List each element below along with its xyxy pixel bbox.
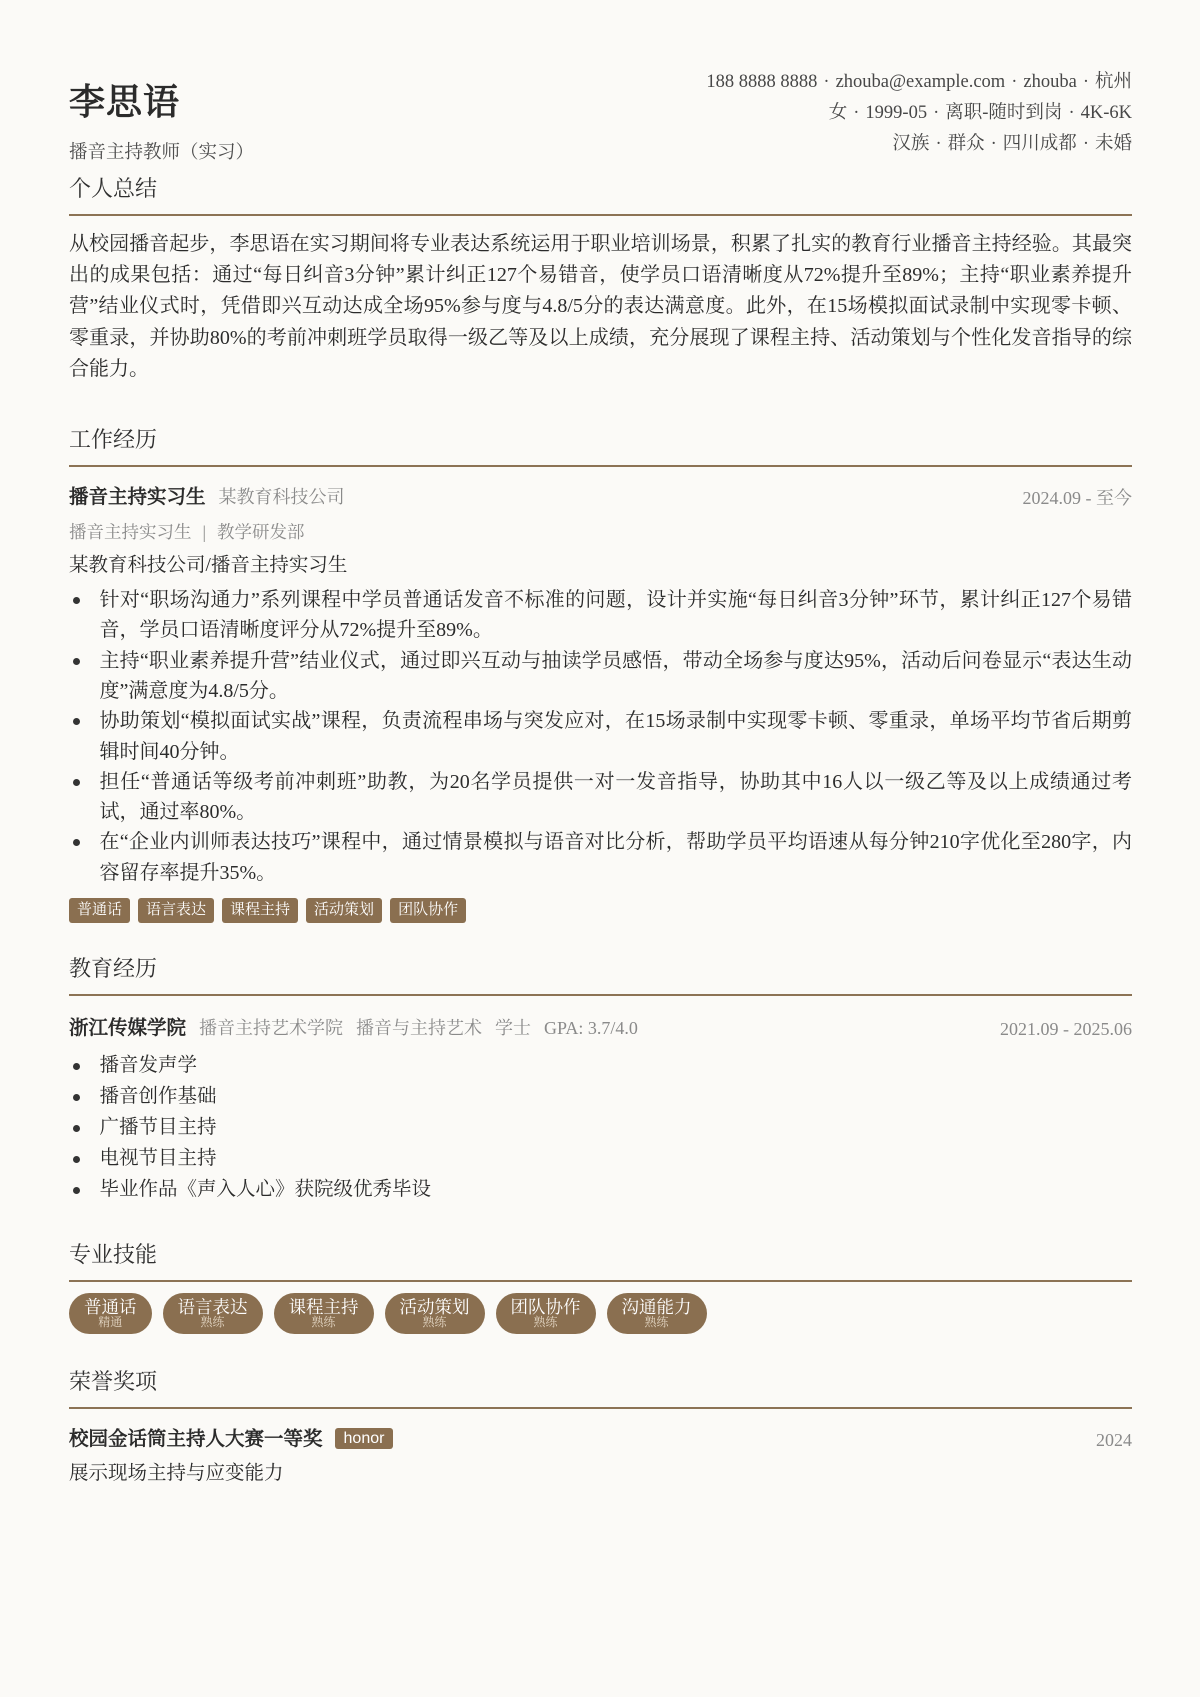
college-name: 播音主持艺术学院 [199, 1017, 344, 1038]
resume-header [69, 67, 1132, 167]
list-item: 担任“普通话等级考前冲刺班”助教，为20名学员提供一对一发音指导，协助其中16人以一级乙等及以上成绩通过考试，通过率80%。 [69, 767, 1132, 828]
marital-status: 未婚 [1094, 134, 1132, 154]
separator: · [1068, 103, 1075, 123]
award-entry-header [69, 1425, 1132, 1456]
work-entry-meta [69, 517, 1132, 547]
work-experience-section [69, 425, 1132, 923]
username: zhouba [1023, 72, 1077, 92]
phone-number: 188 8888 8888 [706, 72, 818, 92]
section-heading-education: 教育经历 [69, 954, 1132, 996]
summary-text: 从校园播音起步，李思语在实习期间将专业表达系统运用于职业培训场景，积累了扎实的教育行业播音主持经验。其最突出的成果包括：通过“每日纠音3分钟”累计纠正127个易错音，使学员口语清晰度从72%提升至89%；主持“职业素养提升营”结业仪式时，凭借即兴互动达成全场95%参与度与4.8/5分的表达满意度。此外，在15场模拟面试录制中实现零卡顿、零重录，并协助80%的考前冲刺班学员取得一级乙等及以上成绩，充分展现了课程主持、活动策划与个性化发音指导的综合能力。 [69, 232, 1132, 381]
separator: · [990, 134, 997, 154]
skill-level: 熟练 [644, 1315, 669, 1330]
skill-pill [607, 1293, 707, 1334]
skill-pill [274, 1293, 374, 1334]
list-item: 主持“职业素养提升营”结业仪式，通过即兴互动与抽读学员感悟，带动全场参与度达95%，活动后问卷显示“表达生动度”满意度为4.8/5分。 [69, 646, 1132, 707]
separator: · [1011, 72, 1018, 92]
section-heading-summary: 个人总结 [69, 174, 1132, 216]
skill-tag: 普通话 [69, 898, 130, 923]
email-address: zhouba@example.com [835, 72, 1006, 92]
list-item: 针对“职场沟通力”系列课程中学员普通话发音不标准的问题，设计并实施“每日纠音3分钟”环节，累计纠正127个易错音，学员口语清晰度评分从72%提升至89%。 [69, 585, 1132, 646]
list-item: 协助策划“模拟面试实战”课程，负责流程串场与突发应对，在15场录制中实现零卡顿、零重录，单场平均节省后期剪辑时间40分钟。 [69, 706, 1132, 767]
city: 杭州 [1094, 72, 1132, 92]
skill-name: 普通话 [84, 1297, 137, 1318]
skill-pill [496, 1293, 596, 1334]
list-item: 电视节目主持 [69, 1144, 1132, 1175]
section-heading-skills: 专业技能 [69, 1240, 1132, 1282]
list-item: 在“企业内训师表达技巧”课程中，通过情景模拟与语音对比分析，帮助学员平均语速从每分钟210字优化至280字，内容留存率提升35%。 [69, 827, 1132, 888]
skill-pill [163, 1293, 263, 1334]
award-description: 展示现场主持与应变能力 [69, 1463, 284, 1485]
skill-name: 团队协作 [510, 1297, 581, 1318]
skill-tag: 活动策划 [306, 898, 382, 923]
education-entry-header [69, 1013, 1132, 1045]
gpa: GPA: 3.7/4.0 [544, 1017, 638, 1038]
skill-pill [385, 1293, 485, 1334]
contact-line-background [706, 129, 1132, 160]
skill-pill-list [69, 1293, 1132, 1334]
separator: · [1082, 72, 1089, 92]
award-title: 校园金话筒主持人大赛一等奖 [69, 1428, 323, 1450]
skill-level: 精通 [98, 1315, 123, 1330]
work-entry-subtitle: 某教育科技公司/播音主持实习生 [69, 555, 348, 577]
education-date-range: 2021.09 - 2025.06 [1000, 1018, 1132, 1039]
separator: · [935, 134, 942, 154]
skill-level: 熟练 [311, 1315, 336, 1330]
skill-level: 熟练 [422, 1315, 447, 1330]
job-date-range: 2024.09 - 至今 [1022, 488, 1132, 509]
award-entry-title [69, 1425, 393, 1456]
work-tags [69, 898, 1132, 923]
contact-line-primary [706, 67, 1132, 98]
separator: · [823, 72, 830, 92]
contact-line-personal [706, 98, 1132, 129]
summary-section [69, 174, 1132, 386]
job-role: 播音主持实习生 [69, 487, 206, 509]
education-entry [69, 1013, 1132, 1206]
skill-name: 课程主持 [288, 1297, 359, 1318]
school-name: 浙江传媒学院 [69, 1017, 187, 1039]
award-entry [69, 1425, 1132, 1490]
gender: 女 [828, 103, 848, 123]
birth-date: 1999-05 [865, 103, 928, 123]
award-date: 2024 [1096, 1430, 1132, 1451]
separator: · [1082, 134, 1089, 154]
work-achievements [69, 585, 1132, 888]
political-status: 群众 [947, 134, 985, 154]
meta-divider: | [202, 522, 207, 543]
list-item: 广播节目主持 [69, 1113, 1132, 1144]
separator: · [853, 103, 860, 123]
education-highlights [69, 1051, 1132, 1206]
education-section [69, 954, 1132, 1206]
skill-name: 沟通能力 [621, 1297, 692, 1318]
job-objective: 播音主持教师（实习） [69, 143, 255, 163]
section-heading-work: 工作经历 [69, 425, 1132, 467]
company-name: 某教育科技公司 [218, 487, 345, 508]
skill-level: 熟练 [200, 1315, 225, 1330]
job-department: 教学研发部 [217, 522, 305, 543]
skill-tag: 语言表达 [138, 898, 214, 923]
expected-salary: 4K-6K [1080, 103, 1132, 123]
awards-section [69, 1367, 1132, 1489]
education-entry-title [69, 1013, 638, 1045]
skill-level: 熟练 [533, 1315, 558, 1330]
hometown: 四川成都 [1002, 134, 1077, 154]
list-item: 毕业作品《声入人心》获院级优秀毕设 [69, 1175, 1132, 1206]
work-entry-title [69, 482, 345, 514]
job-position: 播音主持实习生 [69, 522, 192, 543]
degree: 学士 [495, 1017, 532, 1038]
skill-pill [69, 1293, 152, 1334]
section-heading-awards: 荣誉奖项 [69, 1367, 1132, 1409]
contact-info [706, 67, 1132, 160]
work-entry-header [69, 482, 1132, 514]
job-status: 离职-随时到岗 [945, 103, 1063, 123]
list-item: 播音创作基础 [69, 1082, 1132, 1113]
major-name: 播音与主持艺术 [356, 1017, 483, 1038]
award-badge: honor [335, 1428, 394, 1449]
skill-tag: 课程主持 [222, 898, 298, 923]
work-entry [69, 482, 1132, 923]
skills-section [69, 1240, 1132, 1335]
skill-name: 语言表达 [177, 1297, 248, 1318]
skill-name: 活动策划 [399, 1297, 470, 1318]
identity-block [69, 67, 254, 167]
list-item: 播音发声学 [69, 1051, 1132, 1082]
separator: · [933, 103, 940, 123]
ethnicity: 汉族 [892, 134, 930, 154]
skill-tag: 团队协作 [390, 898, 466, 923]
candidate-name: 李思语 [69, 82, 181, 122]
